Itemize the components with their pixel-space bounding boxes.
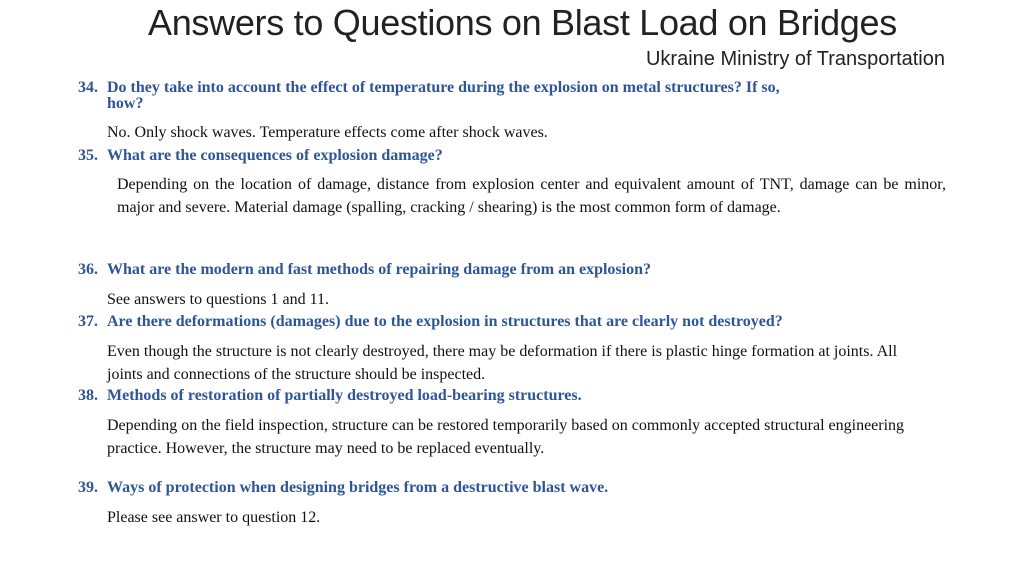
answer-35: Depending on the location of damage, distance from explosion center and equivalent amount of TNT, damage can be minor, major and severe. Material damage (spalling, cracking / shearing) is the most common form of damage. bbox=[117, 176, 946, 216]
question-text: What are the modern and fast methods of repairing damage from an explosion? bbox=[107, 261, 651, 278]
question-text: Do they take into account the effect of temperature during the explosion on metal structures? If so, bbox=[107, 79, 780, 96]
question-39 bbox=[78, 480, 928, 496]
question-number: 39. bbox=[78, 479, 98, 496]
question-number: 37. bbox=[78, 313, 98, 330]
question-37 bbox=[78, 314, 928, 330]
question-number: 34. bbox=[78, 79, 98, 96]
answer-34: No. Only shock waves. Temperature effects come after shock waves. bbox=[107, 124, 548, 141]
question-text-continued: how? bbox=[107, 95, 144, 112]
question-38 bbox=[78, 388, 928, 404]
question-text: Ways of protection when designing bridges from a destructive blast wave. bbox=[107, 479, 609, 496]
answer-38: Depending on the field inspection, structure can be restored temporarily based on commonly accepted structural engineering practice. However, the structure may need to be replaced eventually. bbox=[107, 417, 905, 457]
answer-39: Please see answer to question 12. bbox=[107, 509, 321, 526]
question-text: Methods of restoration of partially destroyed load-bearing structures. bbox=[107, 387, 582, 404]
answer-36: See answers to questions 1 and 11. bbox=[107, 291, 330, 308]
question-number: 35. bbox=[78, 147, 98, 164]
question-36 bbox=[78, 262, 928, 278]
page-subtitle: Ukraine Ministry of Transportation bbox=[645, 48, 945, 70]
answer-37: Even though the structure is not clearly destroyed, there may be deformation if there is plastic hinge formation at joints. All joints and connections of the structure should be inspected. bbox=[107, 343, 898, 383]
question-text: Are there deformations (damages) due to the explosion in structures that are clearly not destroyed? bbox=[107, 313, 783, 330]
question-number: 36. bbox=[78, 261, 98, 278]
question-number: 38. bbox=[78, 387, 98, 404]
question-35 bbox=[78, 148, 928, 164]
question-text: What are the consequences of explosion damage? bbox=[107, 147, 443, 164]
page-title: Answers to Questions on Blast Load on Bridges bbox=[148, 2, 897, 43]
question-34 bbox=[78, 80, 928, 112]
